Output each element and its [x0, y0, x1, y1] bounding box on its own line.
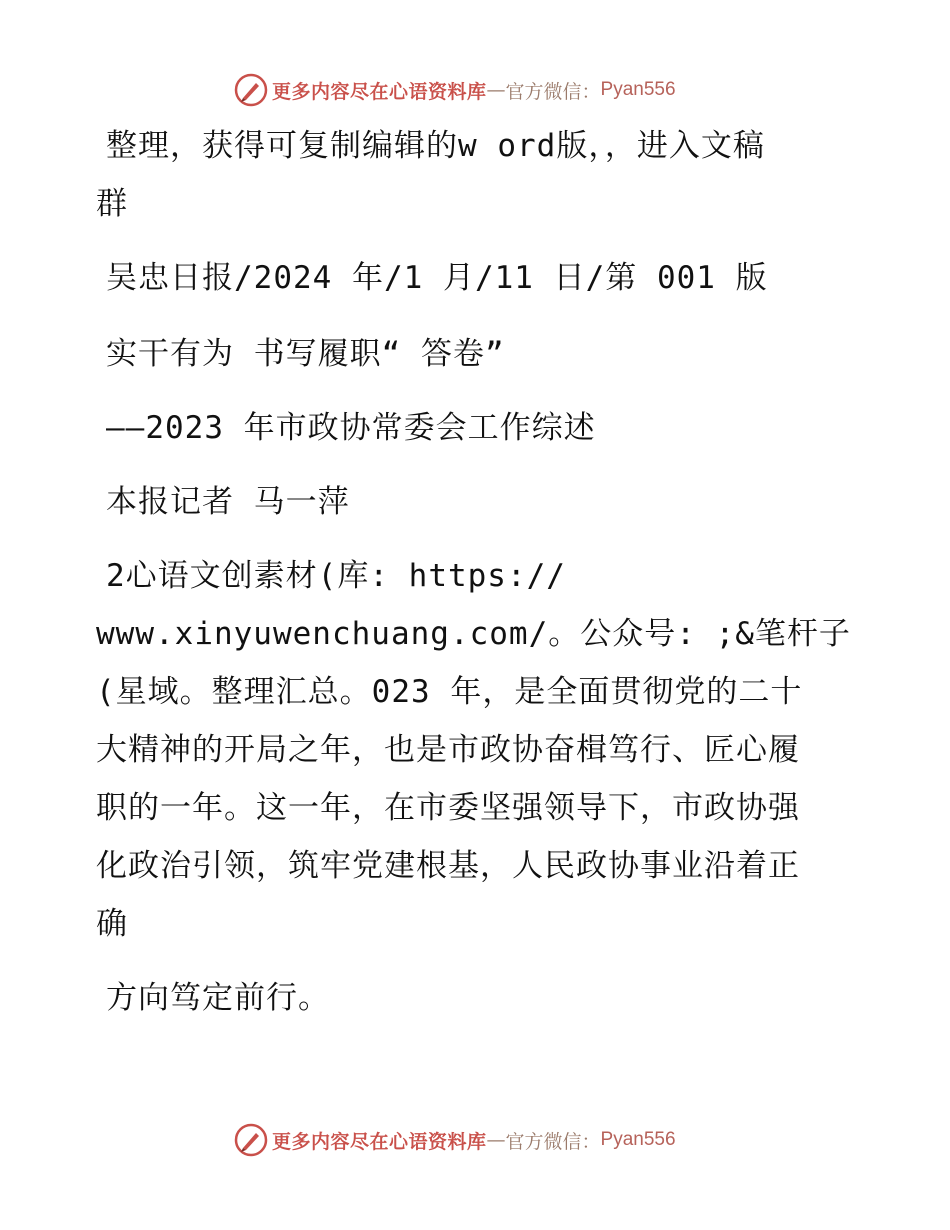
text-line: 整理，获得可复制编辑的w ord版，，进入文稿	[106, 128, 765, 164]
banner-dash: —	[486, 79, 506, 101]
header-watermark-banner	[234, 72, 676, 108]
text-line: (星域。整理汇总。023 年，是全面贯彻党的二十	[96, 674, 803, 710]
reporter-byline: 本报记者 马一萍	[106, 484, 350, 520]
pen-logo-icon	[234, 1123, 268, 1157]
text-line: 吴忠日报/2024 年/1 月/11 日/第 001 版	[106, 260, 768, 296]
pen-logo-icon	[234, 73, 268, 107]
banner-sub-text: 官方微信：	[505, 80, 601, 103]
banner-main-text: 更多内容尽在心语资料库	[272, 80, 487, 103]
article-title: 实干有为 书写履职“ 答卷”	[106, 336, 505, 372]
text-line: 确	[96, 906, 128, 942]
text-line: 群	[96, 186, 128, 222]
footer-watermark-banner	[234, 1122, 676, 1158]
article-subtitle: ——2023 年市政协常委会工作综述	[106, 410, 596, 446]
text-line: 职的一年。这一年，在市委坚强领导下，市政协强	[96, 790, 800, 826]
text-line: www.xinyuwenchuang.com/。公众号: ;&笔杆子	[96, 616, 851, 652]
banner-wechat-id: Pyan556	[600, 1129, 676, 1150]
banner-sub-text: 官方微信：	[505, 1130, 601, 1153]
banner-main-text: 更多内容尽在心语资料库	[272, 1130, 487, 1153]
text-line: 方向笃定前行。	[106, 980, 330, 1016]
text-line: 大精神的开局之年，也是市政协奋楫笃行、匠心履	[96, 732, 800, 768]
text-line: 2心语文创素材(库: https://	[106, 558, 566, 594]
banner-wechat-id: Pyan556	[600, 79, 676, 100]
text-line: 化政治引领，筑牢党建根基，人民政协事业沿着正	[96, 848, 800, 884]
banner-dash: —	[486, 1129, 506, 1151]
